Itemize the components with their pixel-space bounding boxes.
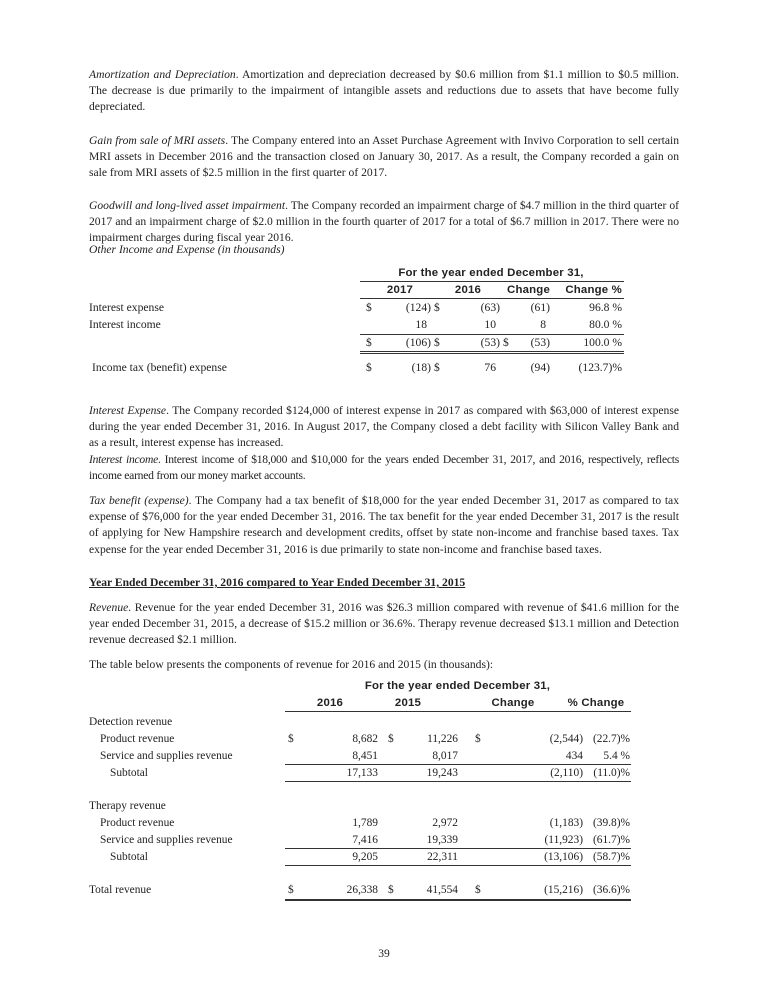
row-label: Therapy revenue xyxy=(89,800,166,812)
section-heading: Year Ended December 31, 2016 compared to Year Ended December 31, 2015 xyxy=(89,576,466,589)
currency-symbol: $ xyxy=(288,733,294,745)
paragraph-table-intro: The table below presents the components of revenue for 2016 and 2015 (in thousands): xyxy=(89,658,494,671)
column-header-pct-change: % Change xyxy=(567,697,625,709)
column-header-2017: 2017 xyxy=(386,284,414,296)
value-2016: 9,205 xyxy=(352,851,378,863)
value-change: (2,110) xyxy=(550,767,583,779)
value-change: 8 xyxy=(540,318,546,331)
currency-symbol: $ xyxy=(475,733,481,745)
paragraph-tax xyxy=(89,493,679,558)
paragraph-lead: Interest Expense xyxy=(89,404,167,417)
value-2016: 7,416 xyxy=(352,834,378,846)
value-2016: (63) xyxy=(480,301,500,314)
paragraph-lead: Interest income xyxy=(89,453,158,466)
row-label: Subtotal xyxy=(110,851,148,863)
row-label: Product revenue xyxy=(100,733,175,745)
value-pct-change: (61.7)% xyxy=(592,834,630,846)
paragraph-lead: Amortization and Depreciation xyxy=(89,68,236,81)
paragraph-text: . The Company had a tax benefit of $18,000 for the year ended December 31, 2017 as compared to tax expense of $76,000 for the year ended December 31, 2016. The tax benefit for the year ended December 31, 2017 is the result of applying for New Hampshire research and development credits, offset by state non-income and franchise based taxes. Tax expense for the year ended December 31, 2016 is due primarily to state non-income and franchise based taxes. xyxy=(89,494,679,556)
subtotal-bottom-rule xyxy=(285,781,631,782)
paragraph-lead: Tax benefit (expense) xyxy=(89,494,189,507)
value-pct-change: (11.0)% xyxy=(593,767,630,779)
value-change: (53) xyxy=(530,336,550,349)
column-header-change: Change xyxy=(507,284,550,296)
paragraph-amortization xyxy=(89,67,679,116)
row-label: Total revenue xyxy=(89,884,152,896)
currency-symbol: $ xyxy=(366,361,372,374)
currency-symbol: $ xyxy=(288,884,294,896)
row-label: Service and supplies revenue xyxy=(100,834,233,846)
value-2016: 10 xyxy=(484,318,496,331)
value-2016: 76 xyxy=(484,361,496,374)
value-2015: 11,226 xyxy=(427,733,458,745)
paragraph-interest-income xyxy=(89,452,679,484)
paragraph-text: . The Company recorded an impairment charge of $4.7 million in the third quarter of 2017 and an impairment charge of $2.0 million in the fourth quarter of 2017 for a total of $6.7 million in 2017. There were no impairment charges during fiscal year 2016. xyxy=(89,199,679,245)
currency-symbol: $ xyxy=(366,336,372,349)
paragraph-text: . The Company recorded $124,000 of interest expense in 2017 as compared with $63,000 of interest expense during the year ended December 31, 2016. In August 2017, the Company closed a debt facility with Silicon Valley Bank and as a result, interest expense has increased. xyxy=(89,404,680,450)
column-header-change: Change xyxy=(491,697,535,709)
value-2016: 17,133 xyxy=(346,767,378,779)
currency-symbol: $ xyxy=(503,336,509,349)
currency-symbol: $ xyxy=(388,733,394,745)
row-label: Product revenue xyxy=(100,817,175,829)
value-2017: 18 xyxy=(415,318,427,331)
value-2017: (106) xyxy=(405,336,431,349)
value-pct-change: (36.6)% xyxy=(592,884,630,896)
value-change: 434 xyxy=(565,750,583,762)
value-2016: 8,451 xyxy=(352,750,378,762)
period-header: For the year ended December 31, xyxy=(398,267,584,279)
value-change-pct: 80.0 % xyxy=(589,318,622,331)
value-change: (1,183) xyxy=(549,817,583,829)
row-label: Interest income xyxy=(89,318,161,331)
value-2015: 2,972 xyxy=(432,817,458,829)
value-change: (15,216) xyxy=(544,884,583,896)
value-change-pct: 100.0 % xyxy=(583,336,622,349)
paragraph-lead: Revenue xyxy=(89,601,129,614)
paragraph-lead: Goodwill and long-lived asset impairment xyxy=(89,199,286,212)
currency-symbol: $ xyxy=(434,336,440,349)
value-change: (61) xyxy=(530,301,550,314)
paragraph-lead: Gain from sale of MRI assets xyxy=(89,134,226,147)
period-header: For the year ended December 31, xyxy=(364,680,551,692)
value-pct-change: (39.8)% xyxy=(592,817,630,829)
paragraph-interest-expense xyxy=(89,403,679,452)
value-change-pct: (123.7)% xyxy=(578,361,622,374)
subtotal-rule xyxy=(285,764,631,765)
value-2017: (124) xyxy=(405,301,431,314)
paragraph-revenue xyxy=(89,600,679,649)
table-caption: Other Income and Expense (in thousands) xyxy=(89,243,285,256)
paragraph-text: . Interest income of $18,000 and $10,000 for the years ended December 31, 2017, and 2016, respectively, reflects income earned from our money market accounts. xyxy=(89,453,679,483)
column-header-2016: 2016 xyxy=(454,284,482,296)
header-rule xyxy=(285,711,631,712)
paragraph-goodwill xyxy=(89,198,679,247)
currency-symbol: $ xyxy=(366,301,372,314)
column-header-2015: 2015 xyxy=(394,697,422,709)
value-pct-change: (58.7)% xyxy=(592,851,630,863)
value-2015: 22,311 xyxy=(427,851,458,863)
total-rule xyxy=(285,899,631,901)
value-2015: 8,017 xyxy=(432,750,458,762)
row-label: Subtotal xyxy=(110,767,148,779)
value-change-pct: 96.8 % xyxy=(589,301,622,314)
page-number: 39 xyxy=(378,947,390,960)
currency-symbol: $ xyxy=(434,301,440,314)
value-2016: 8,682 xyxy=(352,733,378,745)
row-label: Detection revenue xyxy=(89,716,173,728)
value-2016: 1,789 xyxy=(352,817,378,829)
value-change: (2,544) xyxy=(549,733,583,745)
value-change: (11,923) xyxy=(544,834,583,846)
paragraph-text: . Revenue for the year ended December 31, 2016 was $26.3 million compared with revenue of $41.6 million for the year ended December 31, 2015, a decrease of $15.2 million or 36.6%. Therapy revenue decreased $13.1 million and Detection revenue decreased $2.1 million. xyxy=(89,601,679,647)
paragraph-gain-mri xyxy=(89,133,679,182)
currency-symbol: $ xyxy=(475,884,481,896)
column-header-2016: 2016 xyxy=(316,697,344,709)
row-label: Interest expense xyxy=(89,301,165,314)
value-pct-change: 5.4 % xyxy=(603,750,630,762)
value-change: (13,106) xyxy=(544,851,583,863)
paragraph-text: . The Company entered into an Asset Purchase Agreement with Invivo Corporation to sell certain MRI assets in December 2016 and the transaction closed on January 30, 2017. As a result, the Company recorded a gain on sale from MRI assets of $2.5 million in the first quarter of 2017. xyxy=(89,134,679,180)
subtotal-rule xyxy=(285,848,631,849)
value-2016: 26,338 xyxy=(346,884,378,896)
total-double-rule xyxy=(360,351,624,354)
value-2015: 19,243 xyxy=(426,767,458,779)
subtotal-bottom-rule xyxy=(285,865,631,866)
value-2015: 19,339 xyxy=(426,834,458,846)
currency-symbol: $ xyxy=(388,884,394,896)
value-2015: 41,554 xyxy=(426,884,458,896)
column-header-change-pct: Change % xyxy=(565,284,622,296)
currency-symbol: $ xyxy=(434,361,440,374)
header-rule xyxy=(360,298,624,299)
paragraph-text: . Amortization and depreciation decreased by $0.6 million from $1.1 million to $0.5 million. The decrease is due primarily to the impairment of intangible assets and reductions due to assets that have become fully depreciated. xyxy=(89,68,680,114)
value-pct-change: (22.7)% xyxy=(592,733,630,745)
row-label: Income tax (benefit) expense xyxy=(92,361,227,374)
value-2017: (18) xyxy=(411,361,431,374)
value-2016: (53) xyxy=(480,336,500,349)
row-label: Service and supplies revenue xyxy=(100,750,233,762)
value-change: (94) xyxy=(530,361,550,374)
